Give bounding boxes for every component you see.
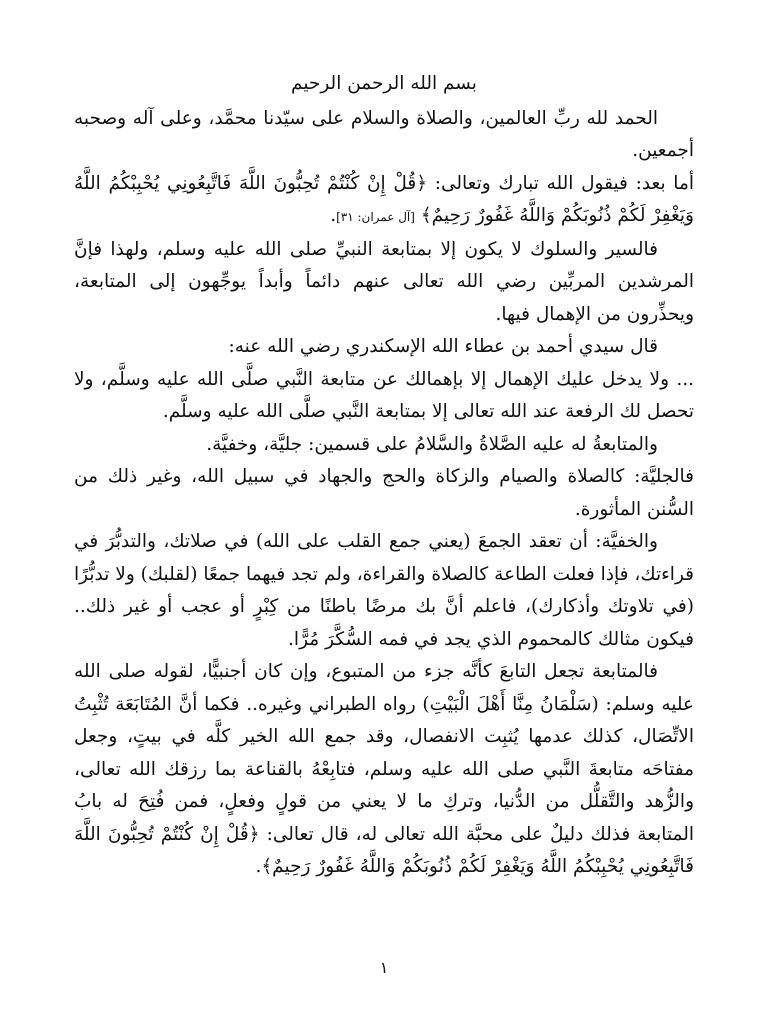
page-number: ١ [379,958,389,977]
paragraph-following-effect: فالمتابعة تجعل التابعَ كأنَّه جزء من المتبوع، وإن كان أجنبيًّا، لقوله صلى الله عليه وسلم: (سَلْمَانُ مِنَّا أَهْلَ الْبَيْتِ) رواه الطبراني وغيره.. فكما أنَّ المُتَابَعَة تُثْبِتُ الاتِّصَال، كذلك عدمها يُثبِت الانفصال، وقد جمع الله الخير كلَّه في بيتٍ، وجعل مفتاحَه متابعةَ النَّبي صلى الله عليه وسلم، فتابِعْهُ بالقناعة بما رزقك الله تعالى، والزُّهد والتَّقلُّل من الدُّنيا، وتركِ ما لا يعني من قولٍ وفعلٍ، فمن فُتِحَ له بابُ المتابعة فذلك دليلٌ على محبَّة الله تعالى له، قال تعالى: ﴿قُلْ إِنْ كُنْتُمْ تُحِبُّونَ اللَّهَ فَاتَّبِعُونِي يُحْبِبْكُمُ اللَّهُ وَيَغْفِرْ لَكُمْ ذُنُوبَكُمْ وَاللَّهُ غَفُورٌ رَحِيمٌ﴾. [74,661,694,877]
verse-text: أما بعد: فيقول الله تبارك وتعالى: ﴿قُلْ إِنْ كُنْتُمْ تُحِبُّونَ اللَّهَ فَاتَّبِعُونِي يُحْبِبْكُمُ اللَّهُ وَيَغْفِرْ لَكُمْ ذُنُوبَكُمْ وَاللَّهُ غَفُورٌ رَحِيمٌ﴾ [74,172,694,226]
paragraph-opening-praise: الحمد لله ربِّ العالمين، والصلاة والسلام على سيّدنا محمَّد، وعلى آله وصحبه أجمعين. [74,107,694,161]
paragraph-hidden: والخفيَّة: أن تعقد الجمعَ (يعني جمع القلب على الله) في صلاتك، والتدبُّرَ في قراءتك، فإذا فعلت الطاعة كالصلاة والقراءة، ولم تجد فيهما جمعًا (لقلبك) ولا تدبُّرًا (في تلاوتك وأذكارك)، فاعلم أنَّ بك مرضًا باطنًا من كِبْرٍ أو عجب أو غير ذلك.. فيكون مثالك كالمحموم الذي يجد في فمه السُّكَّرَ مُرًّا. [74,531,694,650]
paragraph-quran-verse: أما بعد: فيقول الله تبارك وتعالى: ﴿قُلْ إِنْ كُنْتُمْ تُحِبُّونَ اللَّهَ فَاتَّبِعُونِي يُحْبِبْكُمُ اللَّهُ وَيَغْفِرْ لَكُمْ ذُنُوبَكُمْ وَاللَّهُ غَفُورٌ رَحِيمٌ﴾ [آل عمران: ٣١]. [74,172,694,226]
paragraph-following-prophet: فالسير والسلوك لا يكون إلا بمتابعة النبيِّ صلى الله عليه وسلم، ولهذا فإنَّ المرشدين المربِّين رضي الله تعالى عنهم دائماً وأبداً يوجِّهون إلى المتابعة، ويحذِّرون من الإهمال فيها. [74,238,694,325]
basmala-heading: بسم الله الرحمن الرحيم [291,73,477,94]
paragraph-apparent: فالجليَّة: كالصلاة والصيام والزكاة والحج والجهاد في سبيل الله، وغير ذلك من السُّنن المأثورة. [74,466,694,520]
verse-reference: [آل عمران: ٣١] [336,210,415,224]
paragraph-two-types: والمتابعةُ له عليه الصَّلاةُ والسَّلامُ على قسمين: جليَّة، وخفيَّة. [206,433,658,455]
paragraph-quote: ... ولا يدخل عليك الإهمال إلا بإهمالك عن متابعة النَّبي صلَّى الله عليه وسلَّم، ولا تحصل لك الرفعة عند الله تعالى إلا بمتابعة النَّبي صلَّى الله عليه وسلَّم. [74,368,694,422]
page-body [74,68,694,884]
paragraph-quote-attribution: قال سيدي أحمد بن عطاء الله الإسكندري رضي الله عنه: [228,336,658,357]
